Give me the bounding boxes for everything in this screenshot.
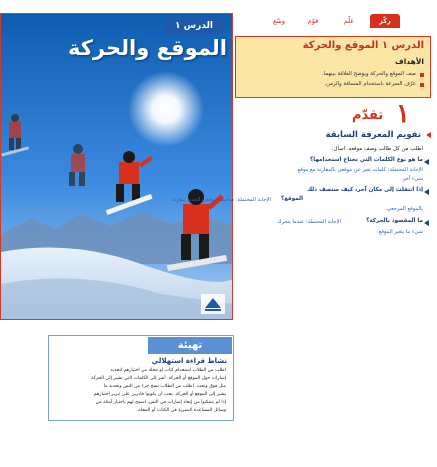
section-tabs [236,14,432,28]
prep-line: إشارات حول الموقع أو الحركة. أشر إلى الكلمات التي تشير إلى الحركة [91,376,226,381]
photo-title: الموقع والحركة [67,36,227,60]
answer-text: الإجابة المحتملة: عندما يتحرك [277,219,341,225]
step-title: تقدّم [352,108,384,123]
prep-line: وسائل المساعدة البصرية في الكتاب أو المجلة. [136,408,226,413]
question-text: ما المقصود بالحركة؟ [366,218,423,224]
answer-text: شيء آخر. [401,176,423,182]
question-text: ما هو نوع الكلمات التي تحتاج استخدامها؟ [310,157,423,163]
goal-item: صف الموقع والحركة ويوضح العلاقة بينهما. [322,71,416,77]
question-text: إذا انتقلت إلى مكان آخر، كيف ستصف ذلك [306,187,423,193]
lesson-header-box [235,36,431,98]
prep-title: تهيئة [177,340,203,351]
answer-text: الإجابة المحتملة: سأصف موقعي الجديد مقارنة [171,197,271,203]
section-subheading: تقويم المعرفة السابقة [325,130,421,140]
prep-line: يشير إلى الموقع أو الحركة. يجب أن يكونوا قادرين على تبرير اختيارهم. [92,392,226,397]
prep-line: إذا لم يتمكنوا من إيجاد إشارات في النص، اسمح لهم باختيار أمثلة من [95,400,226,405]
answer-text: الإجابة المحتملة: كلمات تعبر عن موقعي بالمقارنة مع موقع [297,167,423,173]
question-text: الموقع؟ [280,196,303,202]
prep-subtitle: نشاط قراءة استهلالي [151,357,227,365]
prep-line: مثل فوق وتحت. اطلب من الطلاب نسخ جزء من النص وتحديد ما [103,384,226,389]
lesson-header-title: الدرس ١ الموقع والحركة [302,40,424,51]
goal-item: عرّف السرعة باستخدام المسافة والزمن. [324,81,416,87]
tab-extend[interactable]: وسّع [272,17,286,25]
triangle-bullet-icon [426,132,431,138]
question-marker-icon [424,220,429,226]
lesson-tag: الدرس ١ [165,18,223,34]
goal-bullet [420,73,424,77]
tab-focus[interactable]: ركّز [370,14,400,28]
question-marker-icon [424,189,429,195]
answer-text: شيء ما يتغير الموقع. [377,229,423,235]
goals-label: الأهداف [395,57,424,66]
answer-text: بالموقع المرجعي. [385,206,423,212]
step-number: ١ [396,99,410,129]
tab-teach[interactable]: علّم [343,17,355,25]
lesson-photo [0,13,233,320]
goal-bullet [420,83,424,87]
prep-line: اطلب من الطلاب استخدام كتاب أو مجلة من اختيارهم لتحديد [110,368,226,373]
question-marker-icon [424,159,429,165]
publisher-seal [201,294,225,314]
tab-assess[interactable]: قوّم [307,17,319,25]
intro-text: اطلب من كل طالب وصف موقعه. اسأل: [331,146,423,152]
